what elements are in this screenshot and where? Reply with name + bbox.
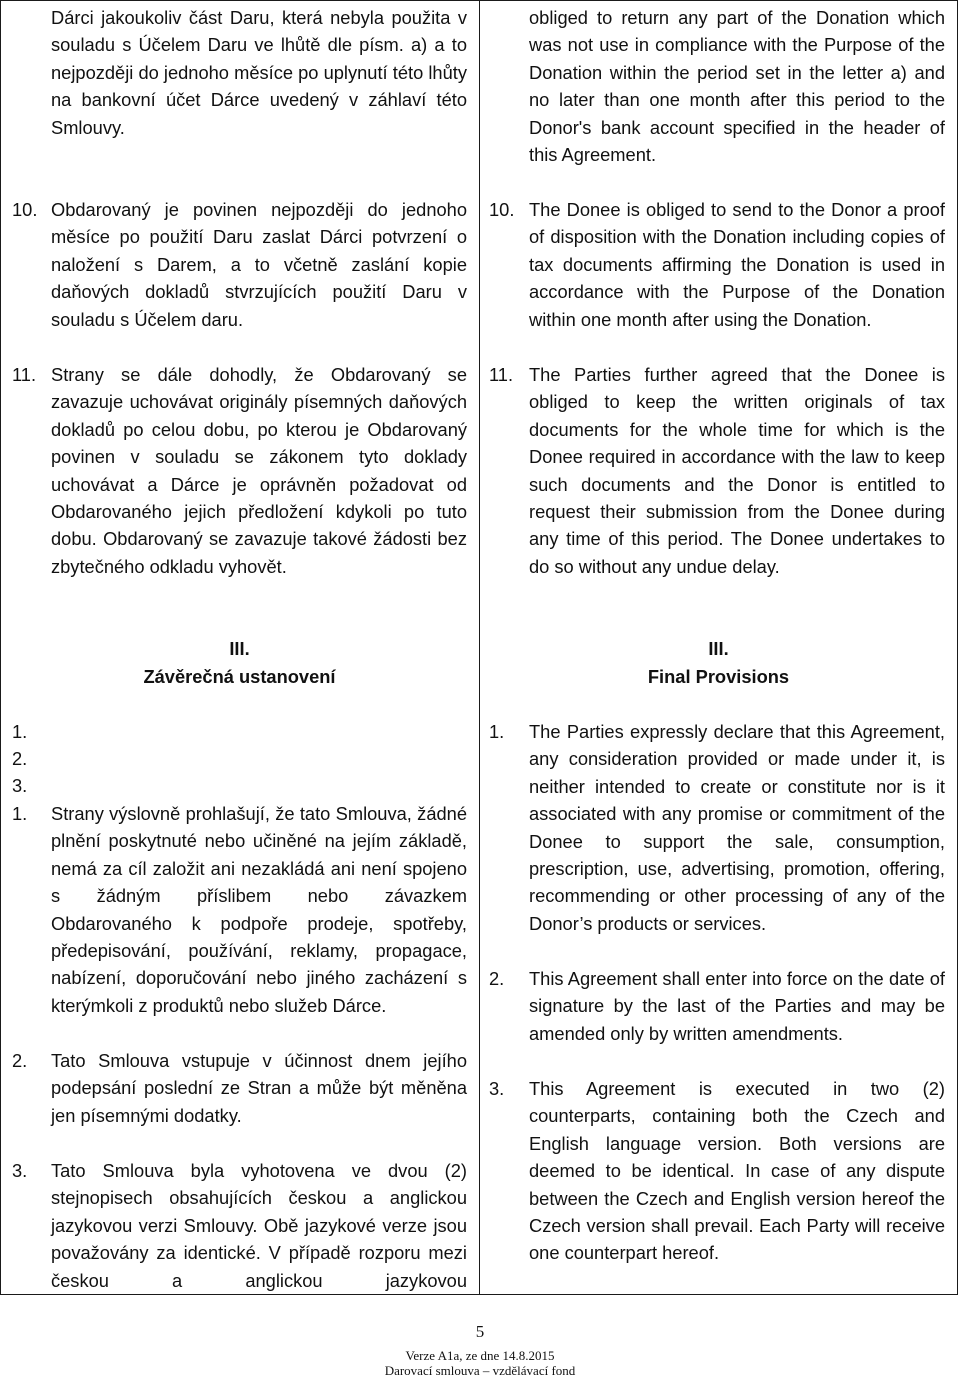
en-paragraph-continuation: obliged to return any part of the Donation which was not use in compliance with the Purpose of the Donation within the period set in the letter a) and no later than one month after this period to the Donor's bank account specified in the header of this Agreement. bbox=[529, 7, 945, 166]
en-final-3-text: This Agreement is executed in two (2) counterparts, containing both the Czech and English language version. Both versions are deemed to be identical. In case of any dispute between the Czech and English version hereof the Czech version shall prevail. Each Party will receive one counterpart hereof. bbox=[529, 1078, 945, 1264]
cz-empty-list-3: 3. bbox=[12, 775, 28, 796]
cz-clause-10-text: Obdarovaný je povinen nejpozději do jednoho měsíce po použití Daru zaslat Dárci potvrzení o naložení s Darem, a to včetně zaslání kopie daňových dokladů stvrzujících použití Daru v souladu s Účelem daru. bbox=[51, 199, 467, 330]
cz-clause-11-number: 11. bbox=[12, 364, 37, 385]
cz-final-3-number: 3. bbox=[12, 1160, 28, 1181]
en-final-3-number: 3. bbox=[489, 1078, 505, 1099]
cz-empty-list-2: 2. bbox=[12, 748, 28, 769]
cz-section-title: Závěrečná ustanovení bbox=[143, 666, 336, 687]
cz-final-2-text: Tato Smlouva vstupuje v účinnost dnem jejího podepsání poslední ze Stran a může být měněna jen písemnými dodatky. bbox=[51, 1050, 467, 1126]
en-final-1-text: The Parties expressly declare that this Agreement, any consideration provided or made under it, is neither intended to create or constitute nor is it associated with any promise or commitment of the Donee to support the sale, consumption, prescription, use, advertising, promotion, offering, recommending or other processing of any of the Donor’s products or services. bbox=[529, 721, 945, 934]
en-final-2-text: This Agreement shall enter into force on the date of signature by the last of the Parties and may be amended only by written amendments. bbox=[529, 968, 945, 1044]
cz-paragraph-continuation: Dárci jakoukoliv část Daru, která nebyla použita v souladu s Účelem Daru ve lhůtě dle písm. a) a to nejpozději do jednoho měsíce po uplynutí této lhůty na bankovní účet Dárce uvedený v záhlaví této Smlouvy. bbox=[51, 7, 467, 138]
cz-clause-10-number: 10. bbox=[12, 199, 38, 220]
page-number: 5 bbox=[475, 1322, 485, 1341]
en-section-number: III. bbox=[708, 638, 729, 659]
en-final-2-number: 2. bbox=[489, 968, 505, 989]
cz-empty-list-1: 1. bbox=[12, 721, 28, 742]
cz-final-3-text: Tato Smlouva byla vyhotovena ve dvou (2) stejnopisech obsahujících českou a anglickou jazykovou verzi Smlouvy. Obě jazykové verze jsou považovány za identické. V případě rozporu mezi českou a anglickou jazykovou bbox=[51, 1160, 467, 1291]
cz-section-number: III. bbox=[229, 638, 250, 659]
footer-document-name: Darovací smlouva – vzdělávací fond bbox=[384, 1363, 576, 1378]
en-clause-11-text: The Parties further agreed that the Donee is obliged to keep the written originals of tax documents for the whole time for which is the Donee required in accordance with the law to keep such documents and the Donor is entitled to request their submission from the Donee during any time of this period. The Donee undertakes to do so without any undue delay. bbox=[529, 364, 945, 577]
footer-version: Verze A1a, ze dne 14.8.2015 bbox=[405, 1348, 555, 1363]
en-section-title: Final Provisions bbox=[647, 666, 790, 687]
en-clause-10-number: 10. bbox=[489, 199, 515, 220]
en-final-1-number: 1. bbox=[489, 721, 505, 742]
cz-final-1-number: 1. bbox=[12, 803, 28, 824]
cz-clause-11-text: Strany se dále dohodly, že Obdarovaný se zavazuje uchovávat originály písemných daňových dokladů po celou dobu, po kterou je Obdarovaný povinen v souladu se zákonem tyto doklady uchovávat a Dárce je oprávněn požadovat od Obdarovaného jejich předložení kdykoli po tuto dobu. Obdarovaný se zavazuje takové žádosti bez zbytečného odkladu vyhovět. bbox=[51, 364, 467, 577]
en-clause-10-text: The Donee is obliged to send to the Donor a proof of disposition with the Donation including copies of tax documents affirming the Donation is used in accordance with the Purpose of the Donation within one month after using the Donation. bbox=[529, 199, 945, 330]
cz-final-1-text: Strany výslovně prohlašují, že tato Smlouva, žádné plnění poskytnuté nebo učiněné na jejím základě, nemá za cíl založit ani nezakládá ani není spojeno s žádným příslibem nebo závazkem Obdarovaného k podpoře prodeje, spotřeby, předepisování, používání, reklamy, propagace, nabízení, doporučování nebo jiného zacházení s kterýmkoli z produktů nebo služeb Dárce. bbox=[51, 803, 467, 1016]
en-clause-11-number: 11. bbox=[489, 364, 514, 385]
cz-final-2-number: 2. bbox=[12, 1050, 28, 1071]
